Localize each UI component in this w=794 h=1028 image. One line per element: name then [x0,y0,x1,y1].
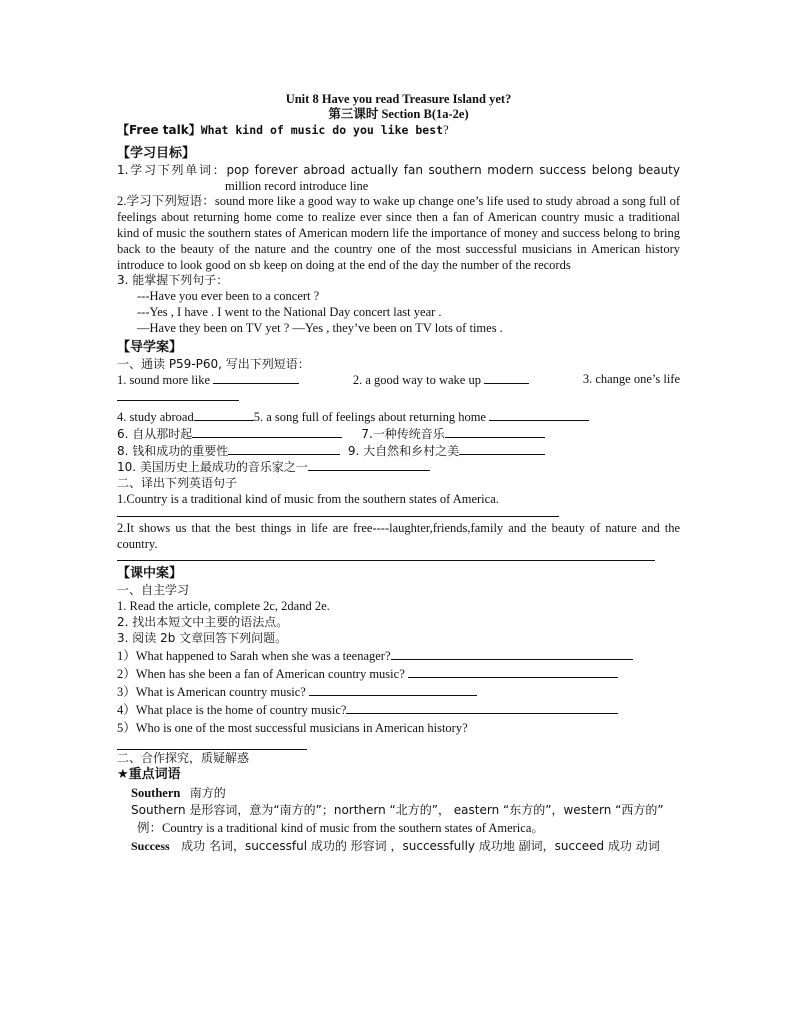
answer-line[interactable] [117,737,307,750]
question-1: 1）What happened to Sarah when she was a teenager? [117,648,391,663]
guide-heading: 【导学案】 [117,339,183,355]
example-sentence: 例：Country is a traditional kind of music from the southern states of America。 [137,821,544,836]
answer-line[interactable] [117,552,655,561]
phrase-row-3 [117,426,680,443]
question-2-row [117,665,680,683]
answer-blank[interactable] [213,372,299,384]
class-heading: 【课中案】 [117,566,183,582]
worksheet-page [117,92,680,855]
answer-blank[interactable] [408,666,618,678]
southern-meaning: 南方的 [189,786,226,801]
page-title: Unit 8 Have you read Treasure Island yet? [285,92,512,106]
class-section-2: 二、合作探究，质疑解惑 [117,750,250,765]
question-4: 4）What place is the home of country music? [117,702,347,717]
answer-blank[interactable] [194,409,254,421]
phrase-row-4 [117,443,680,460]
answer-blank[interactable] [489,409,589,421]
answer-blank[interactable] [192,426,342,438]
page-subtitle: 第三课时 Section B(1a-2e) [328,107,469,121]
translate-sentence-2: 2.It shows us that the best things in life are free----laughter,friends,family and the beauty of nature and the country. [117,520,680,551]
phrase-5: 5. a song full of feelings about returning home [253,409,486,424]
goals-sentence-1: ---Have you ever been to a concert ? [137,289,320,304]
goals-sentences-label: 3. 能掌握下列句子： [117,273,229,288]
free-talk-line [117,123,680,139]
success-term: Success [131,839,170,854]
phrase-7: 7.一种传统音乐 [361,426,445,441]
instruction-1: 1. Read the article, complete 2c, 2dand 2e. [117,599,330,614]
answer-blank[interactable] [346,702,618,714]
phrase-6: 6. 自从那时起 [117,426,193,441]
phrase-3: 3. change one’s life [582,372,680,387]
goals-sentence-2: ---Yes , I have . I went to the National Day concert last year . [137,304,442,319]
goals-sentence-3: —Have they been on TV yet ? —Yes , they’ve been on TV lots of times . [137,320,503,335]
phrase-row-5 [117,459,680,476]
question-5: 5）Who is one of the most successful musicians in American history? [117,720,468,735]
southern-explanation: Southern 是形容词，意为“南方的”；northern “北方的”， eastern “东方的”，western “西方的” [131,803,664,818]
phrase-row-1b [117,389,680,406]
answer-blank[interactable] [309,684,477,696]
question-4-row [117,701,680,719]
phrase-row-2 [117,409,680,426]
answer-line[interactable] [117,508,559,517]
answer-blank[interactable] [391,648,633,660]
phrase-1: 1. sound more like [117,373,211,388]
goals-words-line2: million record introduce line [225,178,369,193]
free-talk-qmark: ? [443,123,449,137]
key-words-heading: ★重点词语 [117,767,181,783]
guide-section-2: 二、译出下列英语句子 [117,476,238,491]
phrase-10: 10. 美国历史上最成功的音乐家之一 [117,460,308,475]
answer-blank[interactable] [459,443,545,455]
question-3: 3）What is American country music? [117,684,306,699]
translate-sentence-1: 1.Country is a traditional kind of music from the southern states of America. [117,491,499,506]
answer-blank[interactable] [445,426,545,438]
answer-blank[interactable] [117,389,239,401]
class-section-1: 一、自主学习 [117,583,190,598]
southern-row [117,784,680,802]
answer-blank[interactable] [228,443,340,455]
free-talk-label: 【Free talk】 [117,123,201,137]
phrase-2: 2. a good way to wake up [352,373,481,388]
phrase-9: 9. 大自然和乡村之美 [347,443,460,458]
phrase-8: 8. 钱和成功的重要性 [117,443,229,458]
goals-words-line1: 1.学习下列单词：pop forever abroad actually fan southern modern success belong beauty [117,162,680,177]
free-talk-question: What kind of music do you like best [200,123,444,137]
instruction-3: 3. 阅读 2b 文章回答下列问题。 [117,630,288,645]
guide-section-1: 一、通读 P59-P60, 写出下列短语： [117,356,310,371]
question-1-row [117,647,680,665]
instruction-2: 2. 找出本短文中主要的语法点。 [117,614,289,629]
goals-heading: 【学习目标】 [117,145,196,161]
question-2: 2）When has she been a fan of American country music? [117,666,405,681]
question-3-row [117,683,680,701]
success-explanation: 成功 名词，successful 成功的 形容词 ，successfully 成功地 副词，succeed 成功 动词 [181,839,660,854]
answer-blank[interactable] [484,372,529,384]
answer-blank[interactable] [308,459,430,471]
goals-phrases: 2.学习下列短语：sound more like a good way to wake up change one’s life used to study abroad a song full of feelings about returning home come to realize ever since then a fan of American country music a traditional kind of music the southern states of American modern life the importance of money and success belong to bring back to the beauty of the nature and the country one of the most successful musicians in American history introduce to look good on sb keep on doing at the end of the day the number of the records [117,194,680,272]
success-row [117,838,680,855]
phrase-row-1 [117,372,680,389]
southern-term: Southern [131,786,181,801]
phrase-4: 4. study abroad [117,409,194,424]
